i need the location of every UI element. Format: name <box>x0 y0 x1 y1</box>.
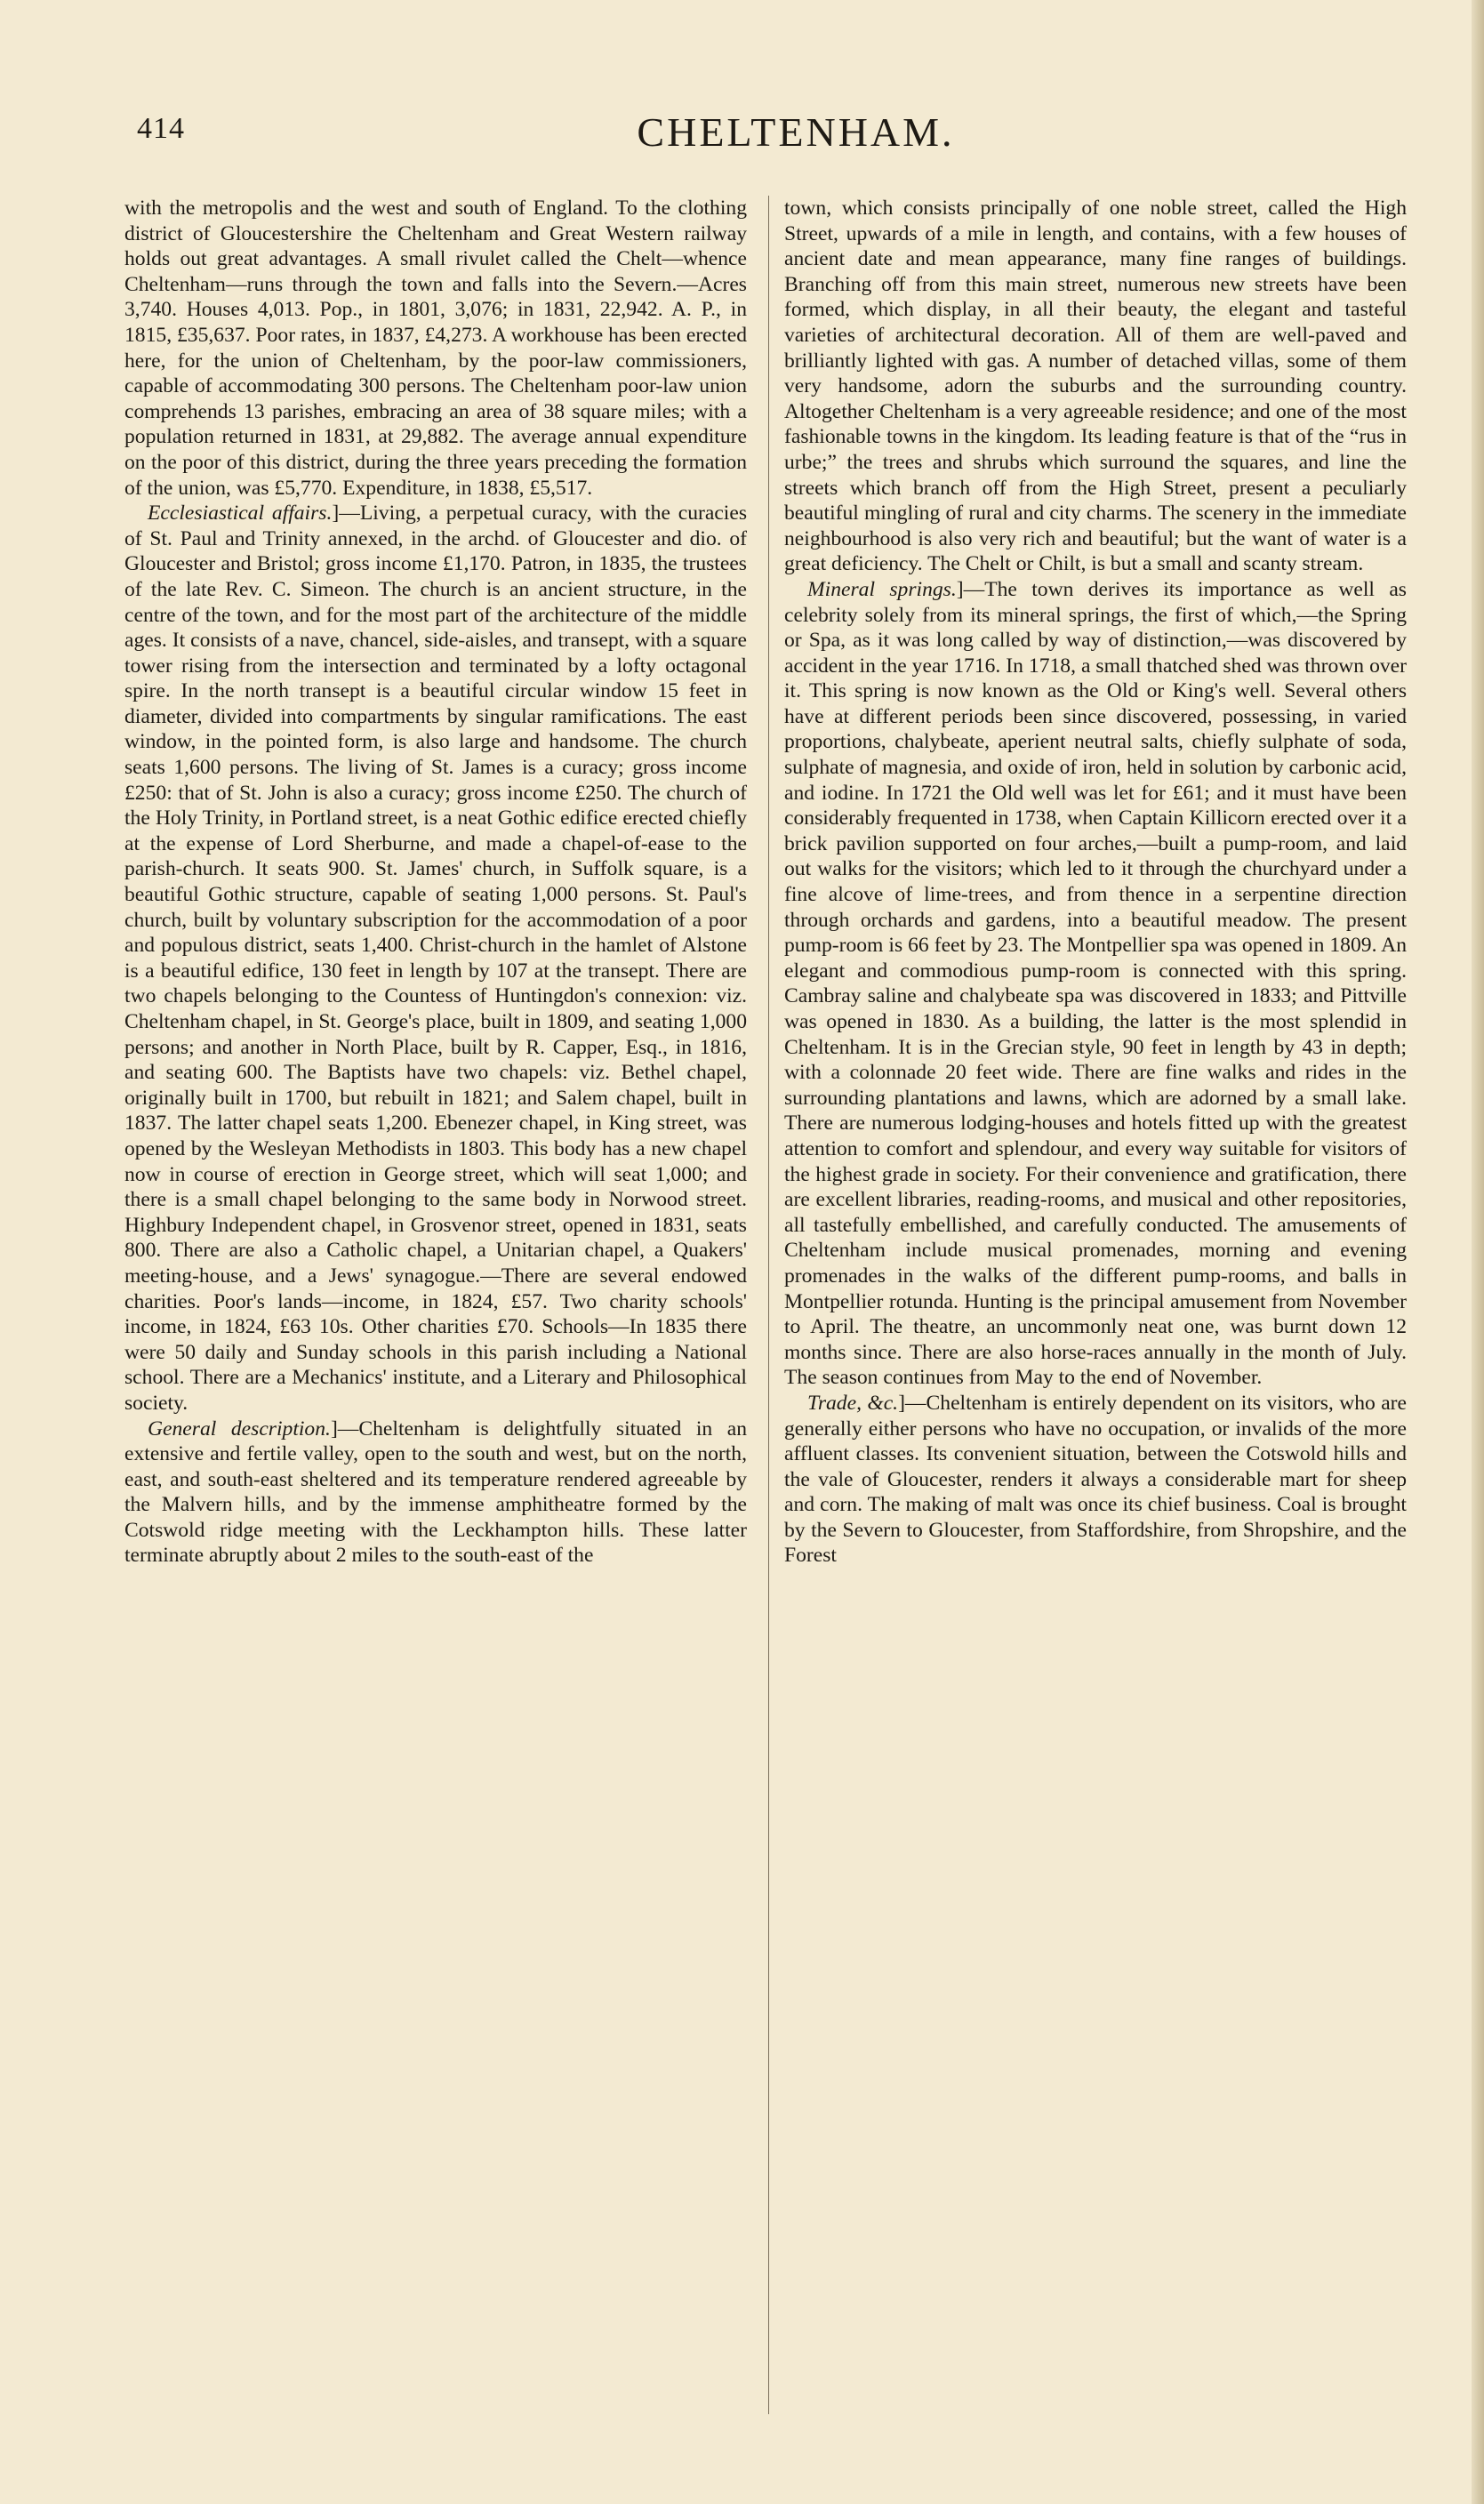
trade-heading: Trade, &c. <box>807 1391 899 1415</box>
mineral-springs-text: ]—The town derives its importance as well as celebrity solely from its mineral springs, the first of which,—the Spring or Spa, as it was long called by way of distinction,—was discovered by accident in the year 1716. In 1718, a small thatched shed was thrown over it. This spring is now known as the Old or King's well. Several others have at different periods been since discovered, possessing, in varied proportions, chalybeate, aperient neutral salts, chiefly sulphate of soda, sulphate of magnesia, and oxide of iron, held in solution by carbonic acid, and iodine. In 1721 the Old well was let for £61; and it must have been considerably frequented in 1738, when Captain Killicorn erected over it a brick pavilion supported on four arches,—built a pump-room, and laid out walks for the visitors; which led to it through the churchyard under a fine alcove of lime-trees, and from thence in a serpentine direction through orchards and gardens, into a beautiful meadow. The present pump-room is 66 feet by 23. The Montpellier spa was opened in 1809. An elegant and commodious pump-room is connected with this spring. Cambray saline and chalybeate spa was discovered in 1833; and Pittville was opened in 1830. As a building, the latter is the most splendid in Cheltenham. It is in the Grecian style, 90 feet in length by 43 in depth; with a colonnade 20 feet wide. There are fine walks and rides in the surrounding plantations and lawns, which are adorned by a small lake. There are numerous lodging-houses and hotels fitted up with the greatest attention to comfort and splendour, and every way suitable for visitors of the highest grade in society. For their convenience and gratification, there are excellent libraries, reading-rooms, and musical and other repositories, all tastefully embellished, and carefully conducted. The amusements of Cheltenham include musical promenades, morning and evening promenades in the walks of the different pump-rooms, and balls in Montpellier rotunda. Hunting is the principal amusement from November to April. The theatre, an uncommonly neat one, was burnt down 12 months since. There are also horse-races annually in the month of July. The season continues from May to the end of November. <box>784 577 1407 1390</box>
right-column <box>784 196 1407 1569</box>
right-paragraph-1: town, which consists principally of one noble street, called the High Street, upwards of a mile in length, and contains, with a few houses of ancient date and mean appearance, many fine ranges of buildings. Branching off from this main street, numerous new streets have been formed, which display, in all their beauty, the elegant and tasteful varieties of architectural decoration. All of them are well-paved and brilliantly lighted with gas. A number of detached villas, some of them very handsome, adorn the suburbs and the surrounding country. Altogether Cheltenham is a very agreeable residence; and one of the most fashionable towns in the kingdom. Its leading feature is that of the “rus in urbe;” the trees and shrubs which surround the squares, and line the streets which branch off from the High Street, present a peculiarly beautiful mingling of rural and city charms. The scenery in the immediate neighbourhood is also very rich and beautiful; but the want of water is a great deficiency. The Chelt or Chilt, is but a small and scanty stream. <box>784 197 1407 576</box>
ecclesiastical-affairs-text: ]—Living, a perpetual curacy, with the curacies of St. Paul and Trinity annexed, in the archd. of Gloucester and dio. of Gloucester and Bristol; gross income £1,170. Patron, in 1835, the trustees of the late Rev. C. Simeon. The church is an ancient structure, in the centre of the town, and for the most part of the architecture of the middle ages. It consists of a nave, chancel, side-aisles, and transept, with a square tower rising from the intersection and terminated by a lofty octagonal spire. In the north transept is a beautiful circular window 15 feet in diameter, divided into compartments by singular ramifications. The east window, in the pointed form, is also large and handsome. The church seats 1,600 persons. The living of St. James is a curacy; gross income £250: that of St. John is also a curacy; gross income £250. The church of the Holy Trinity, in Portland street, is a neat Gothic edifice erected chiefly at the expense of Lord Sherburne, and made a chapel-of-ease to the parish-church. It seats 900. St. James' church, in Suffolk square, is a beautiful Gothic structure, capable of seating 1,000 persons. St. Paul's church, built by voluntary subscription for the accommodation of a poor and populous district, seats 1,400. Christ-church in the hamlet of Alstone is a beautiful edifice, 130 feet in length by 107 at the transept. There are two chapels belonging to the Countess of Huntingdon's connexion: viz. Cheltenham chapel, in St. George's place, built in 1809, and seating 1,000 persons; and another in North Place, built by R. Capper, Esq., in 1816, and seating 600. The Baptists have two chapels: viz. Bethel chapel, originally built in 1700, but rebuilt in 1821; and Salem chapel, built in 1837. The latter chapel seats 1,200. Ebenezer chapel, in King street, was opened by the Wesleyan Methodists in 1803. This body has a new chapel now in course of erection in George street, which will seat 1,000; and there is a small chapel belonging to the same body in Norwood street. Highbury Independent chapel, in Grosvenor street, opened in 1831, seats 800. There are also a Catholic chapel, a Unitarian chapel, a Quakers' meeting-house, and a Jews' synagogue.—There are several endowed charities. Poor's lands—income, in 1824, £57. Two charity schools' income, in 1824, £63 10s. Other charities £70. Schools—In 1835 there were 50 daily and Sunday schools in this parish including a National school. There are a Mechanics' institute, and a Literary and Philosophical society. <box>124 502 748 1415</box>
left-column <box>124 196 747 1569</box>
page-edge <box>1472 0 1484 2504</box>
ecclesiastical-affairs-paragraph <box>124 501 747 1416</box>
ecclesiastical-affairs-heading: Ecclesiastical affairs. <box>148 502 333 526</box>
left-paragraph-1: with the metropolis and the west and south of England. To the clothing district of Gloucestershire the Cheltenham and Great Western railway holds out great advantages. A small rivulet called the Chelt—whence Cheltenham—runs through the town and falls into the Severn.—Acres 3,740. Houses 4,013. Pop., in 1801, 3,076; in 1831, 22,942. A. P., in 1815, £35,637. Poor rates, in 1837, £4,273. A workhouse has been erected here, for the union of Cheltenham, by the poor-law commissioners, capable of accommodating 300 persons. The Cheltenham poor-law union comprehends 13 parishes, embracing an area of 38 square miles; with a population returned in 1831, at 29,882. The average annual expenditure on the poor of this district, during the three years preceding the formation of the union, was £5,770. Expenditure, in 1838, £5,517. <box>124 197 747 500</box>
general-description-paragraph <box>124 1417 747 1569</box>
trade-paragraph <box>784 1391 1407 1569</box>
general-description-text: ]—Cheltenham is delightfully situated in an extensive and fertile valley, open to the south and west, but on the north, east, and south-east sheltered and its temperature rendered agreeable by the Malvern hills, and by the immense amphitheatre formed by the Cotswold ridge meeting with the Leckhampton hills. These latter terminate abruptly about 2 miles to the south-east of the <box>124 1417 747 1568</box>
general-description-heading: General description. <box>148 1417 331 1441</box>
mineral-springs-heading: Mineral springs. <box>807 577 957 601</box>
running-title: CHELTENHAM. <box>637 109 955 155</box>
page-number: 414 <box>137 112 185 145</box>
mineral-springs-paragraph <box>784 577 1407 1391</box>
column-divider <box>768 196 769 2414</box>
trade-text: ]—Cheltenham is entirely dependent on its visitors, who are generally either persons who have no occupation, or invalids of the more affluent classes. Its convenient situation, between the Cotswold hills and the vale of Gloucester, renders it always a considerable mart for sheep and corn. The making of malt was once its chief business. Coal is brought by the Severn to Gloucester, from Staffordshire, from Shropshire, and the Forest <box>784 1391 1408 1568</box>
page-header <box>133 105 1405 167</box>
